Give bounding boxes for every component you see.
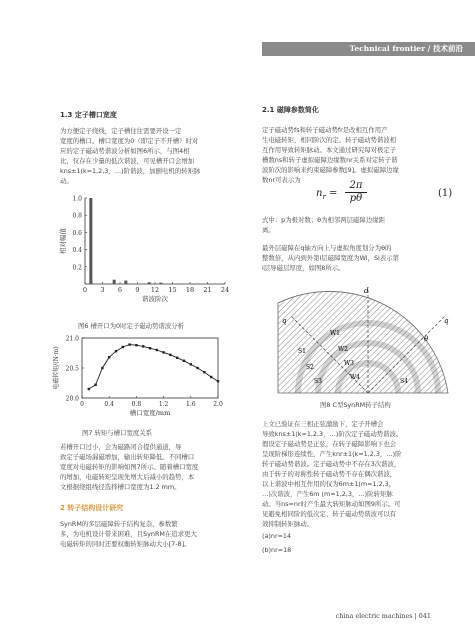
right-paragraph-3 [262,243,458,273]
header-banner [262,42,475,56]
x-tick-label: 1.2 [158,401,169,408]
data-point [183,360,185,362]
y-tick-label: 21.0 [65,335,79,343]
data-point [122,346,124,348]
text-line: 为方便定子绕线，定子槽往往需要开设一定 [60,127,182,135]
data-point [115,350,117,352]
text-line: 宽度对电磁转矩的影响如图7所示。随着槽口宽度 [60,463,199,471]
text-line: 多，为电机设计带来困难，且SynRM在追求更大 [60,530,197,538]
label-w3: W3 [344,360,354,367]
footer-page-info: china electric machines | 041 [335,612,431,620]
bar [159,283,162,284]
text-line: 电磁转矩的同时还要权衡转矩脉动大小[7-8]。 [60,540,191,548]
right-paragraph-1 [262,125,458,185]
data-point [88,388,90,390]
left-paragraph-3 [60,519,252,549]
case-a-label: (a)nr=14 [262,532,292,540]
axis-d-label: d [364,287,369,295]
equation-denominator: pθ [349,193,363,204]
data-point [196,367,198,369]
data-point [128,343,130,345]
text-line: 应的定子磁动势谐波分析如图6所示，与图4相 [60,147,190,155]
figure-7-caption: 图7 转矩与槽口宽度关系 [82,429,153,437]
text-line: 波阶次的影响来约束磁障参数[9]。虚拟磁障边缘 [262,166,399,174]
x-tick-label: 6 [117,286,123,294]
x-tick-label: 0.8 [131,401,142,408]
equation-n: n [316,188,323,199]
data-point [135,344,137,346]
case-b-label: (b)nr=18 [262,546,292,554]
x-tick-label: 9 [135,286,140,294]
text-line: 以上谐波中相互作用的仅为6m±1(m=1,2,3， [262,480,396,488]
data-point [190,363,192,365]
right-paragraph-2 [262,215,458,235]
text-line: kns±1(k=1,2,3，…)阶谐波，加剧电机的转矩脉 [60,167,201,175]
text-line: 呈现阶梯形连续性，产生knr±1(k=1,2,3，…)阶 [262,450,402,458]
text-line: 比，仅存在少量的低次谐波，可见槽开口会增加 [60,157,195,165]
equation-subscript: r [322,193,326,201]
text-line: i层导磁层厚度，如图8所示。 [262,264,345,272]
text-line: 导致kns±1(k=1,2,3，…)阶次定子磁动势谐波。 [262,430,403,438]
x-tick-label: 15 [168,286,177,294]
label-w2: W2 [338,346,348,353]
left-paragraph-2 [60,442,252,492]
data-point [162,351,164,353]
y-tick-label: 20.5 [65,365,79,373]
section-2-1-heading: 2.1 磁障参数简化 [262,106,319,114]
x-tick-label: 3 [100,286,105,294]
text-line: 离。 [262,226,275,234]
figure-8-rotor-diagram [268,283,458,401]
text-line: 转子磁动势谐波。定子磁动势中不存在3次谐波， [262,460,401,468]
text-line: 假设定子磁动势是正弦，在转子磁障影响下也会 [262,440,397,448]
x-axis-label: 槽口宽度/mm [129,409,171,417]
data-point [156,349,158,351]
text-line: 动。 [60,177,73,185]
text-line: 效抑制转矩脉动。 [262,520,314,528]
equation-lhs: $n_r$ = [316,188,338,201]
text-line: 互作用导致转矩脉动。本文通过研究每对极定子 [262,146,397,154]
x-tick-label: 18 [185,286,195,294]
x-tick-label: 1.6 [186,401,196,408]
right-paragraph-4 [262,419,458,529]
section-2-heading: 2 转子结构设计研究 [60,504,124,512]
data-point [108,356,110,358]
text-line: 致定子磁场漏磁增加，输出转矩降低。不同槽口 [60,453,195,461]
bar [124,281,127,284]
series-line [89,345,218,389]
left-paragraph-1 [60,126,252,186]
y-tick-label: 0.4 [72,247,82,255]
data-point [176,357,178,359]
axis-q-label-left: q [282,317,287,325]
text-line: 动。当ns=nr时产生最大转矩脉动如图9所示。可 [262,500,401,508]
text-line: 定子磁动势fs和转子磁动势fr是改相互作用产 [262,126,388,134]
text-line: 由于转子的对称性转子磁动势不存在偶次谐波， [262,470,397,478]
bar [148,282,151,284]
text-line: 的增加，电磁转矩呈现先增大后减小的趋势，本 [60,473,195,481]
figure-8-caption: 图8 C型SynRM转子结构 [320,401,391,409]
x-tick-label: 12 [150,286,160,294]
text-line: …)次谐波，产生6m (m=1,2,3，…)阶转矩脉 [262,490,393,498]
y-tick-label: 1.0 [72,195,82,203]
y-tick-label: 0.2 [72,264,82,272]
data-point [203,371,205,373]
y-tick-label: 20.0 [65,395,79,403]
figure-6-chart [55,192,255,304]
equation-fraction [345,180,367,205]
label-s1: S1 [298,348,306,355]
data-point [217,380,219,382]
bar [113,280,116,284]
x-tick-label: 0 [82,286,88,294]
equation-number: (1) [438,188,453,199]
text-line: 文根据绕组线径选择槽口宽度为1.2 mm。 [60,483,181,491]
axis-q-label-right: q [444,317,449,325]
figure-6-caption: 图6 槽开口为0时定子磁动势谐波分析 [78,322,185,330]
x-tick-label: 0.4 [104,401,114,408]
x-tick-label: 2.0 [213,401,223,408]
y-tick-label: 0.6 [72,229,82,237]
section-1-3-heading: 1.3 定子槽口宽度 [60,111,117,119]
label-w1: W1 [330,330,340,337]
x-tick-label: 21 [203,286,212,294]
figure-7-chart [48,332,254,422]
equation-numerator: 2π [345,180,367,193]
label-s4: S4 [400,378,408,385]
text-line: 槽数ns和转子虚拟磁障边缘数nr关系对定转子谐 [262,156,398,164]
text-line: 数nr可表示为 [262,176,301,184]
label-s2: S2 [306,364,314,371]
text-line: 宽度的槽口。槽口宽度为0（即定子不开槽）时对 [60,137,199,145]
data-point [169,354,171,356]
fig7-plot [52,336,223,418]
y-axis-label: 相对幅值 [59,228,67,254]
text-line: 若槽开口过小，会为磁路闭合提供通道，导 [60,443,182,451]
data-point [149,347,151,349]
rotor-body [278,287,448,393]
data-point [94,384,96,386]
label-s3: S3 [314,378,322,385]
y-axis-label: 电磁转矩/(N·m) [53,346,60,390]
data-point [210,376,212,378]
fig6-plot [58,196,229,304]
text-line: 生电磁转矩，相同阶次的定、转子磁动势谐波相 [262,136,397,144]
data-point [101,367,103,369]
label-w4: W4 [350,374,360,381]
x-tick-label: 0 [80,401,84,408]
text-line: 最外层磁障在q轴方向上与虚拟角度划分为θ的 [262,244,392,252]
data-point [142,345,144,347]
text-line: 上文已验证在三相正弦激励下，定子开槽会 [262,420,384,428]
text-line: 整数倍，从内到外第i层磁障宽度为Wi，Si表示第 [262,254,399,262]
y-tick-label: 0.8 [72,212,82,220]
x-axis-label: 谐波阶次 [142,295,168,303]
header-title: Technical frontier / 技术前沿 [349,44,463,53]
text-line: 见避免相同阶的低次定、转子磁动势谐波可以有 [262,510,397,518]
text-line: 式中：p为极对数；θ为相邻两层磁障边缘距 [262,216,385,224]
x-tick-label: 24 [220,286,230,294]
text-line: SynRM的多层磁障转子结构复杂、参数繁 [60,520,178,528]
label-theta: θ [424,335,429,343]
bar [89,198,92,284]
